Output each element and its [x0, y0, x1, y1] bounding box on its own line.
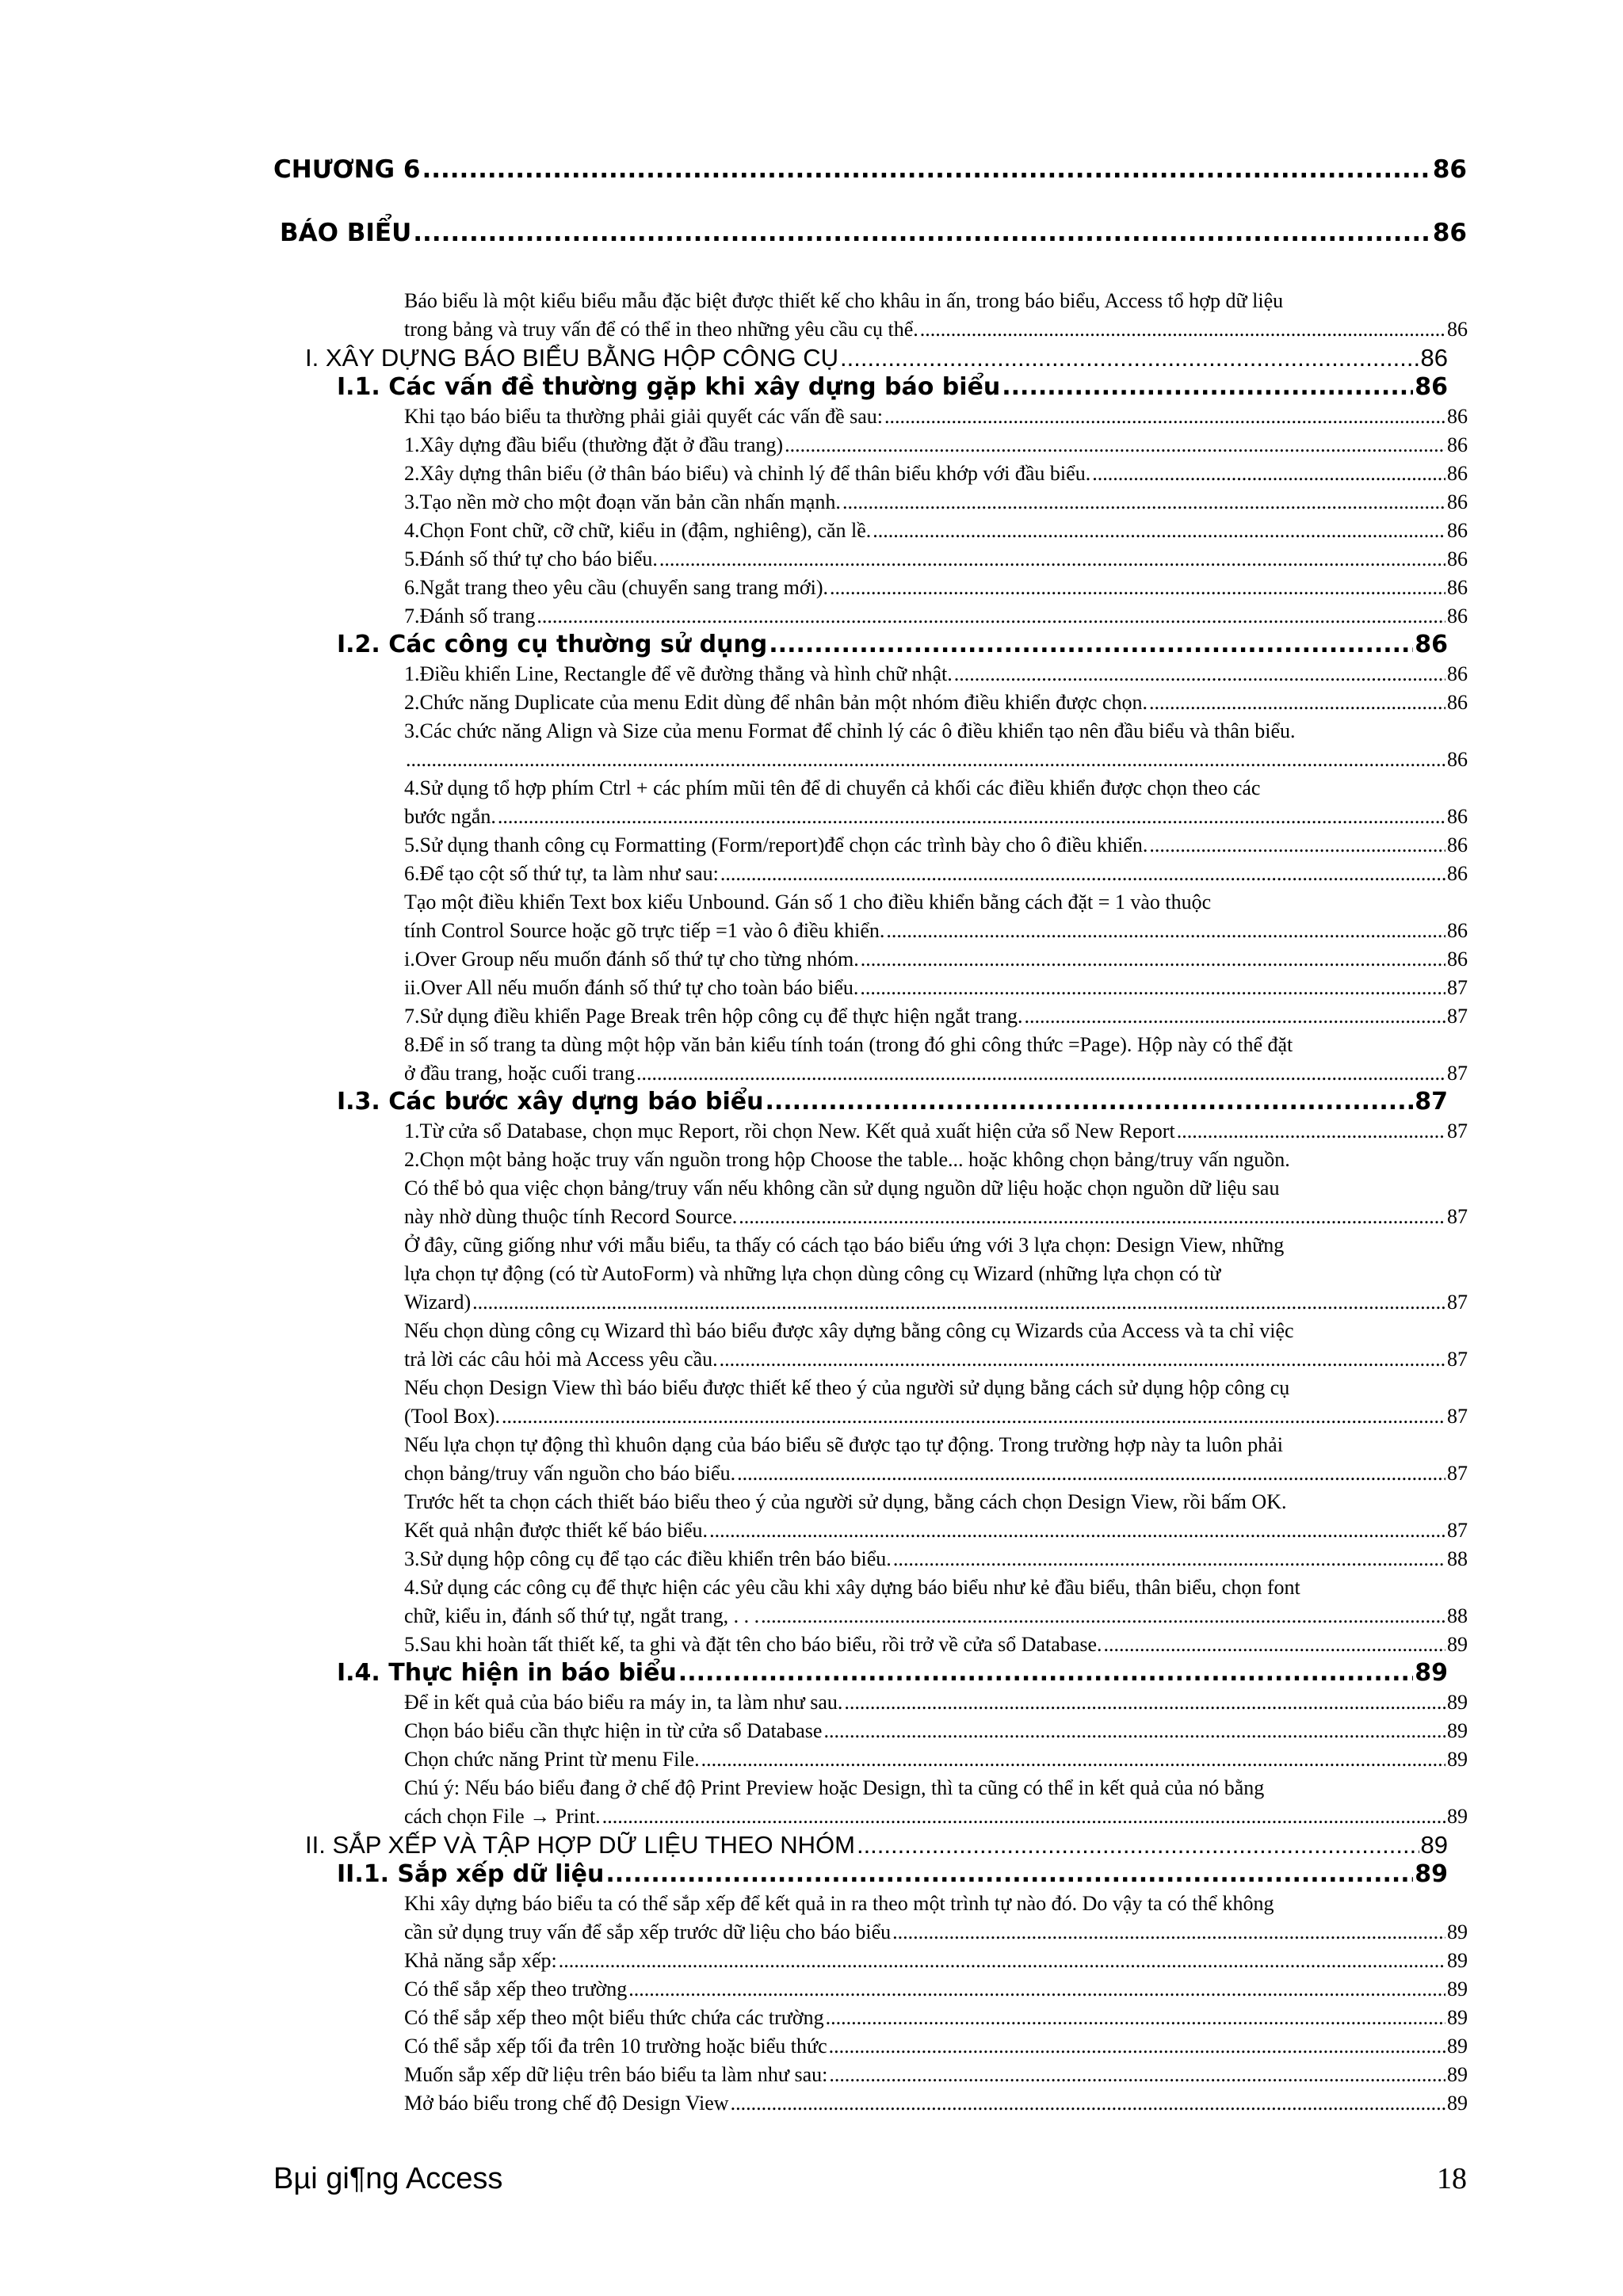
dot-leader: [701, 1745, 1445, 1774]
toc-entry-title: Kết quả nhận được thiết kế báo biểu.: [404, 1519, 708, 1542]
toc-entry-title: chữ, kiểu in, đánh số thứ tự, ngắt trang, . . .: [404, 1604, 760, 1627]
toc-page-number: 89: [1447, 2092, 1468, 2115]
table-of-contents: [0, 155, 1623, 2118]
dot-leader: [636, 1059, 1445, 1088]
toc-entry-title: Có thể sắp xếp theo một biểu thức chứa các trường: [404, 2006, 824, 2029]
toc-entry-line: [404, 1717, 1468, 1745]
toc-entry-line: [337, 1088, 1448, 1117]
dot-leader: [892, 1918, 1445, 1947]
toc-entry-line: [404, 688, 1468, 717]
toc-entry-title: i.Over Group nếu muốn đánh số thứ tự cho từng nhóm.: [404, 948, 859, 971]
toc-entry-title: Muốn sắp xếp dữ liệu trên báo biểu ta làm như sau:: [404, 2063, 828, 2086]
toc-entry-title: I.1. Các vấn đề thường gặp khi xây dựng báo biểu: [337, 373, 1001, 401]
toc-entry[interactable]: [404, 1975, 1468, 2004]
toc-entry-line: [280, 219, 1467, 287]
toc-page-number: 87: [1447, 1462, 1468, 1485]
dot-leader: [678, 1659, 1413, 1687]
toc-entry-text: 8.Để in số trang ta dùng một hộp văn bản kiểu tính toán (trong đó ghi công thức =Page). Hộp này có thể đặt: [404, 1033, 1293, 1056]
toc-page-number: 89: [1447, 1949, 1468, 1972]
toc-entry-line: [305, 344, 1448, 373]
toc-page-number: 89: [1447, 2035, 1468, 2058]
dot-leader: [406, 746, 1445, 774]
toc-entry[interactable]: [404, 1374, 1468, 1431]
toc-page-number: 87: [1447, 1405, 1468, 1428]
toc-entry[interactable]: [404, 574, 1468, 602]
toc-entry[interactable]: [273, 155, 1467, 219]
dot-leader: [720, 1345, 1445, 1374]
toc-entry-line: [404, 1918, 1468, 1947]
toc-entry-line: [404, 574, 1468, 602]
toc-entry-title: CHƯƠNG 6: [273, 155, 421, 184]
toc-page-number: 89: [1415, 1659, 1448, 1687]
toc-entry-text: Chú ý: Nếu báo biểu đang ở chế độ Print Preview hoặc Design, thì ta cũng có thể in kết quả của nó bằng: [404, 1776, 1265, 1799]
toc-entry-line: [404, 1802, 1468, 1831]
toc-entry[interactable]: [404, 1488, 1468, 1545]
toc-entry-title: 6.Để tạo cột số thứ tự, ta làm như sau:: [404, 862, 719, 885]
toc-page-number: 87: [1447, 1519, 1468, 1542]
toc-page-number: 87: [1447, 1348, 1468, 1371]
toc-page-number: 87: [1447, 1291, 1468, 1314]
toc-entry-line: [404, 1516, 1468, 1545]
toc-entry[interactable]: [404, 1630, 1468, 1659]
toc-page-number: 86: [1447, 948, 1468, 971]
page-number: 18: [1437, 2162, 1467, 2195]
toc-entry[interactable]: [404, 1231, 1468, 1317]
toc-entry[interactable]: [404, 831, 1468, 860]
toc-page-number: 86: [1447, 547, 1468, 570]
toc-entry[interactable]: [404, 1431, 1468, 1488]
toc-entry-title: Có thể sắp xếp tối đa trên 10 trường hoặc biểu thức: [404, 2035, 827, 2058]
toc-entry[interactable]: [404, 602, 1468, 631]
toc-entry-line: [404, 1345, 1468, 1374]
toc-entry[interactable]: [404, 774, 1468, 831]
toc-entry-line: [404, 1002, 1468, 1031]
toc-page-number: 86: [1447, 805, 1468, 828]
toc-entry-title: 5.Sử dụng thanh công cụ Formatting (Form/report)để chọn các trình bày cho ô điều khiển.: [404, 833, 1148, 856]
dot-leader: [1104, 1630, 1445, 1659]
toc-entry[interactable]: [404, 1002, 1468, 1031]
dot-leader: [739, 1203, 1445, 1231]
toc-entry-line: [404, 1745, 1468, 1774]
dot-leader: [1002, 373, 1413, 401]
toc-page-number: 86: [1432, 219, 1467, 247]
toc-entry[interactable]: [404, 2004, 1468, 2032]
toc-page-number: 89: [1447, 1920, 1468, 1943]
toc-entry-title: 4.Chọn Font chữ, cỡ chữ, kiểu in (đậm, nghiêng), căn lề.: [404, 519, 872, 542]
toc-page-number: 87: [1447, 1119, 1468, 1142]
toc-entry[interactable]: [404, 1031, 1468, 1088]
toc-entry[interactable]: [404, 860, 1468, 888]
toc-page-number: 86: [1447, 748, 1468, 771]
toc-entry-text: Nếu chọn Design View thì báo biểu được thiết kế theo ý của người sử dụng bằng cách sử dụng hộp công cụ: [404, 1376, 1290, 1399]
dot-leader: [785, 431, 1445, 460]
toc-entry-title: I.2. Các công cụ thường sử dụng: [337, 631, 768, 658]
dot-leader: [628, 1975, 1445, 2004]
dot-leader: [1025, 1002, 1445, 1031]
toc-entry-line: [404, 2004, 1468, 2032]
toc-entry-line: [273, 155, 1467, 219]
toc-entry-title: II.1. Sắp xếp dữ liệu: [337, 1860, 605, 1888]
toc-entry-text: 4.Sử dụng tổ hợp phím Ctrl + các phím mũi tên để di chuyển cả khối các điều khiển được chọn theo các: [404, 776, 1261, 799]
toc-page-number: 87: [1447, 1062, 1468, 1085]
toc-entry-line: [337, 1659, 1448, 1688]
toc-entry-title: II. SẮP XẾP VÀ TẬP HỢP DỮ LIỆU THEO NHÓM: [305, 1831, 855, 1859]
toc-entry[interactable]: [404, 517, 1468, 545]
toc-entry-title: cần sử dụng truy vấn để sắp xếp trước dữ liệu cho báo biểu: [404, 1920, 892, 1943]
toc-entry[interactable]: [404, 2089, 1468, 2118]
toc-entry-line: [404, 831, 1468, 860]
dot-leader: [731, 2089, 1445, 2118]
toc-entry-line: [404, 660, 1468, 688]
toc-entry-title: I.3. Các bước xây dựng báo biểu: [337, 1088, 764, 1116]
dot-leader: [823, 1717, 1445, 1745]
toc-entry-line: [404, 1630, 1468, 1659]
toc-entry-title: Để in kết quả của báo biểu ra máy in, ta làm như sau.: [404, 1691, 843, 1714]
toc-entry[interactable]: [404, 545, 1468, 574]
toc-entry-line: [337, 1860, 1448, 1890]
toc-entry-title: chọn bảng/truy vấn nguồn cho báo biểu.: [404, 1462, 736, 1485]
toc-entry-text: Có thể bỏ qua việc chọn bảng/truy vấn nếu không cần sử dụng nguồn dữ liệu hoặc chọn nguồn dữ liệu sau: [404, 1177, 1280, 1199]
toc-entry-line: [404, 488, 1468, 517]
toc-page-number: 88: [1447, 1604, 1468, 1627]
toc-entry-line: [404, 1117, 1468, 1146]
toc-entry-line: [404, 1602, 1468, 1630]
toc-entry-line: [404, 517, 1468, 545]
toc-entry[interactable]: [404, 1745, 1468, 1774]
dot-leader: [830, 574, 1445, 602]
toc-page-number: 89: [1447, 1719, 1468, 1742]
toc-page-number: 89: [1415, 1860, 1448, 1888]
toc-entry-line: [404, 1459, 1468, 1488]
dot-leader: [857, 1831, 1419, 1859]
toc-entry-line: [404, 545, 1468, 574]
toc-entry-line: [404, 402, 1468, 431]
toc-page-number: 86: [1415, 631, 1448, 658]
toc-entry[interactable]: [404, 717, 1468, 774]
toc-page-number: 86: [1447, 833, 1468, 856]
dot-leader: [709, 1516, 1445, 1545]
toc-page-number: 86: [1447, 462, 1468, 485]
toc-entry-line: [404, 974, 1468, 1002]
toc-page-number: 89: [1447, 1633, 1468, 1656]
toc-entry-title: BÁO BIỂU: [280, 219, 412, 247]
toc-entry[interactable]: [404, 2032, 1468, 2061]
dot-leader: [826, 2004, 1445, 2032]
toc-page-number: 89: [1447, 1691, 1468, 1714]
dot-leader: [1177, 1117, 1445, 1146]
toc-entry-text: lựa chọn tự động (có từ AutoForm) và những lựa chọn dùng công cụ Wizard (những lựa chọn có từ: [404, 1262, 1221, 1285]
toc-entry-line: [404, 860, 1468, 888]
toc-page-number: 86: [1447, 919, 1468, 942]
toc-entry-title: này nhờ dùng thuộc tính Record Source.: [404, 1205, 738, 1228]
toc-entry[interactable]: [404, 660, 1468, 688]
toc-entry[interactable]: [404, 945, 1468, 974]
toc-entry-line: [404, 803, 1468, 831]
toc-entry-text: Nếu chọn dùng công cụ Wizard thì báo biểu được xây dựng bằng công cụ Wizards của Access và ta chỉ việc: [404, 1319, 1294, 1342]
toc-entry-title: 1.Từ cửa sổ Database, chọn mục Report, rồi chọn New. Kết quả xuất hiện cửa sổ New Report: [404, 1119, 1175, 1142]
toc-entry-text: Ở đây, cũng giống như với mẫu biểu, ta thấy có cách tạo báo biểu ứng với 3 lựa chọn: Design View, những: [404, 1234, 1285, 1257]
toc-entry-line: [337, 631, 1448, 660]
toc-entry-line: [404, 602, 1468, 631]
toc-entry-line: [404, 315, 1468, 344]
toc-entry-text: Nếu lựa chọn tự động thì khuôn dạng của báo biểu sẽ được tạo tự động. Trong trường hợp này ta luôn phải: [404, 1433, 1283, 1456]
toc-entry-line: [404, 945, 1468, 974]
toc-entry-title: 7.Đánh số trang: [404, 605, 536, 627]
toc-entry-title: 5.Đánh số thứ tự cho báo biểu.: [404, 547, 658, 570]
toc-entry-line: [404, 1975, 1468, 2004]
toc-page-number: 86: [1447, 519, 1468, 542]
toc-page-number: 89: [1447, 1978, 1468, 2000]
toc-entry-title: Chọn chức năng Print từ menu File.: [404, 1748, 700, 1771]
toc-entry-title: Chọn báo biểu cần thực hiện in từ cửa sổ Database: [404, 1719, 823, 1742]
dot-leader: [769, 631, 1413, 658]
toc-entry[interactable]: [404, 1688, 1468, 1717]
toc-entry-text: Trước hết ta chọn cách thiết báo biểu theo ý của người sử dụng, bằng cách chọn Design View, rồi bấm OK.: [404, 1490, 1287, 1513]
dot-leader: [602, 1802, 1445, 1831]
dot-leader: [886, 917, 1445, 945]
dot-leader: [659, 545, 1445, 574]
toc-entry[interactable]: [404, 402, 1468, 431]
toc-entry[interactable]: [404, 431, 1468, 460]
toc-entry[interactable]: [404, 688, 1468, 717]
toc-entry[interactable]: [404, 287, 1468, 344]
toc-entry-line: [404, 1688, 1468, 1717]
toc-entry-title: I.4. Thực hiện in báo biểu: [337, 1659, 677, 1687]
toc-entry-title: cách chọn File → Print.: [404, 1805, 601, 1828]
toc-page-number: 86: [1447, 605, 1468, 627]
toc-entry-title: ở đầu trang, hoặc cuối trang: [404, 1062, 635, 1085]
toc-entry-title: trả lời các câu hỏi mà Access yêu cầu.: [404, 1348, 718, 1371]
toc-page-number: 87: [1447, 976, 1468, 999]
toc-entry-line: [404, 1288, 1468, 1317]
toc-entry-title: 7.Sử dụng điều khiển Page Break trên hộp công cụ để thực hiện ngắt trang.: [404, 1005, 1023, 1028]
dot-leader: [605, 1860, 1413, 1888]
dot-leader: [954, 660, 1445, 688]
toc-entry-line: [404, 460, 1468, 488]
toc-entry[interactable]: [337, 1659, 1448, 1688]
toc-page-number: 89: [1447, 2063, 1468, 2086]
toc-page-number: 89: [1447, 1748, 1468, 1771]
toc-entry-text: Báo biểu là một kiểu biểu mẫu đặc biệt được thiết kế cho khâu in ấn, trong báo biểu, Access tổ hợp dữ liệu: [404, 289, 1284, 312]
toc-entry-title: 2.Xây dựng thân biểu (ở thân báo biểu) và chỉnh lý để thân biểu khớp với đầu biểu.: [404, 462, 1091, 485]
toc-page-number: 86: [1447, 691, 1468, 714]
toc-entry-line: [404, 1059, 1468, 1088]
page-footer: [273, 2161, 1467, 2201]
toc-entry-line: [404, 2032, 1468, 2061]
toc-entry-line: [404, 917, 1468, 945]
dot-leader: [1149, 831, 1445, 860]
toc-entry-title: Khả năng sắp xếp:: [404, 1949, 557, 1972]
dot-leader: [472, 1288, 1445, 1317]
toc-entry-line: [404, 2061, 1468, 2089]
toc-entry-text: 2.Chọn một bảng hoặc truy vấn nguồn trong hộp Choose the table... hoặc không chọn bảng/truy vấn nguồn.: [404, 1148, 1290, 1171]
toc-page-number: 86: [1447, 662, 1468, 685]
toc-entry[interactable]: [404, 1890, 1468, 1947]
dot-leader: [873, 517, 1445, 545]
toc-entry-title: tính Control Source hoặc gõ trực tiếp =1 vào ô điều khiển.: [404, 919, 885, 942]
toc-entry-line: [337, 373, 1448, 402]
toc-entry-text: Khi xây dựng báo biểu ta có thể sắp xếp để kết quả in ra theo một trình tự nào đó. Do vậy ta có thể không: [404, 1892, 1274, 1915]
toc-entry-title: 1.Điều khiển Line, Rectangle để vẽ đường thẳng và hình chữ nhật.: [404, 662, 953, 685]
toc-page-number: 86: [1447, 433, 1468, 456]
dot-leader: [498, 803, 1445, 831]
toc-entry-title: 3.Sử dụng hộp công cụ để tạo các điều khiển trên báo biểu.: [404, 1547, 892, 1570]
toc-entry-title: 1.Xây dựng đầu biểu (thường đặt ở đầu trang): [404, 433, 784, 456]
toc-entry[interactable]: [337, 1860, 1448, 1890]
toc-entry-title: 3.Tạo nền mờ cho một đoạn văn bản cần nhấn mạnh.: [404, 490, 841, 513]
toc-page-number: 86: [1447, 318, 1468, 341]
dot-leader: [893, 1545, 1445, 1573]
dot-leader: [884, 402, 1445, 431]
dot-leader: [720, 860, 1445, 888]
toc-page-number: 86: [1432, 155, 1467, 184]
dot-leader: [1092, 460, 1445, 488]
dot-leader: [842, 488, 1445, 517]
toc-page-number: 89: [1447, 1805, 1468, 1828]
dot-leader: [920, 315, 1445, 344]
dot-leader: [737, 1459, 1445, 1488]
toc-entry[interactable]: [305, 344, 1448, 373]
toc-page-number: 87: [1447, 1205, 1468, 1228]
toc-entry-line: [404, 1402, 1468, 1431]
toc-entry[interactable]: [337, 373, 1448, 402]
toc-entry[interactable]: [404, 1573, 1468, 1630]
toc-page-number: 86: [1447, 576, 1468, 599]
toc-entry-title: trong bảng và truy vấn để có thể in theo những yêu cầu cụ thể.: [404, 318, 918, 341]
toc-entry-text: 3.Các chức năng Align và Size của menu Format để chỉnh lý các ô điều khiển tạo nên đầu biểu và thân biểu.: [404, 719, 1296, 742]
toc-entry-line: [305, 1831, 1448, 1860]
toc-entry-title: (Tool Box).: [404, 1405, 500, 1428]
toc-entry[interactable]: [404, 1146, 1468, 1231]
toc-entry-title: 6.Ngắt trang theo yêu cầu (chuyển sang trang mới).: [404, 576, 829, 599]
toc-entry[interactable]: [404, 1947, 1468, 1975]
toc-page-number: 86: [1447, 490, 1468, 513]
toc-entry-text: Tạo một điều khiển Text box kiểu Unbound. Gán số 1 cho điều khiển bằng cách đặt = 1 vào thuộc: [404, 891, 1212, 913]
toc-entry-line: [404, 1947, 1468, 1975]
toc-entry-title: Khi tạo báo biểu ta thường phải giải quyết các vấn đề sau:: [404, 405, 883, 428]
dot-leader: [502, 1402, 1445, 1431]
toc-entry-title: I. XÂY DỰNG BÁO BIỂU BẰNG HỘP CÔNG CỤ: [305, 344, 839, 372]
dot-leader: [422, 155, 1430, 184]
toc-page-number: 89: [1447, 2006, 1468, 2029]
dot-leader: [829, 2061, 1445, 2089]
dot-leader: [413, 219, 1431, 247]
dot-leader: [844, 1688, 1445, 1717]
toc-entry-line: [404, 431, 1468, 460]
dot-leader: [1149, 688, 1445, 717]
toc-entry[interactable]: [404, 1317, 1468, 1374]
dot-leader: [537, 602, 1445, 631]
toc-entry[interactable]: [404, 488, 1468, 517]
toc-entry-title: Có thể sắp xếp theo trường: [404, 1978, 628, 2000]
toc-entry-line: [404, 2089, 1468, 2118]
toc-entry[interactable]: [404, 974, 1468, 1002]
dot-leader: [861, 945, 1445, 974]
toc-entry[interactable]: [404, 460, 1468, 488]
toc-entry-text: 4.Sử dụng các công cụ để thực hiện các yêu cầu khi xây dựng báo biểu như kẻ đầu biểu, thân biểu, chọn font: [404, 1576, 1300, 1599]
toc-entry[interactable]: [280, 219, 1467, 287]
toc-page-number: 89: [1420, 1831, 1448, 1859]
toc-entry[interactable]: [305, 1831, 1448, 1860]
toc-entry[interactable]: [404, 1545, 1468, 1573]
toc-page-number: 87: [1447, 1005, 1468, 1028]
dot-leader: [840, 344, 1419, 372]
toc-entry-title: 5.Sau khi hoàn tất thiết kế, ta ghi và đặt tên cho báo biểu, rồi trở về cửa sổ Database.: [404, 1633, 1102, 1656]
dot-leader: [559, 1947, 1445, 1975]
dot-leader: [761, 1602, 1445, 1630]
toc-page-number: 86: [1415, 373, 1448, 401]
toc-entry-title: Mở báo biểu trong chế độ Design View: [404, 2092, 729, 2115]
toc-entry[interactable]: [404, 888, 1468, 945]
dot-leader: [829, 2032, 1445, 2061]
toc-entry[interactable]: [337, 631, 1448, 660]
toc-page-number: 86: [1447, 405, 1468, 428]
toc-entry[interactable]: [404, 1774, 1468, 1831]
toc-entry[interactable]: [337, 1088, 1448, 1117]
dot-leader: [860, 974, 1445, 1002]
toc-page-number: 88: [1447, 1547, 1468, 1570]
toc-entry[interactable]: [404, 1717, 1468, 1745]
toc-entry-title: bước ngắn.: [404, 805, 496, 828]
toc-entry[interactable]: [404, 1117, 1468, 1146]
toc-entry-title: 2.Chức năng Duplicate của menu Edit dùng để nhân bản một nhóm điều khiển được chọn.: [404, 691, 1148, 714]
toc-entry-title: ii.Over All nếu muốn đánh số thứ tự cho toàn báo biểu.: [404, 976, 859, 999]
toc-entry-line: [404, 1203, 1468, 1231]
dot-leader: [765, 1088, 1413, 1116]
toc-page-number: 86: [1420, 344, 1448, 372]
footer-title: Bµi gi¶ng Access: [273, 2162, 503, 2195]
toc-page-number: 87: [1415, 1088, 1448, 1116]
toc-entry[interactable]: [404, 2061, 1468, 2089]
toc-entry-line: [404, 746, 1468, 774]
toc-page-number: 86: [1447, 862, 1468, 885]
toc-entry-line: [404, 1545, 1468, 1573]
toc-entry-title: Wizard): [404, 1291, 472, 1314]
